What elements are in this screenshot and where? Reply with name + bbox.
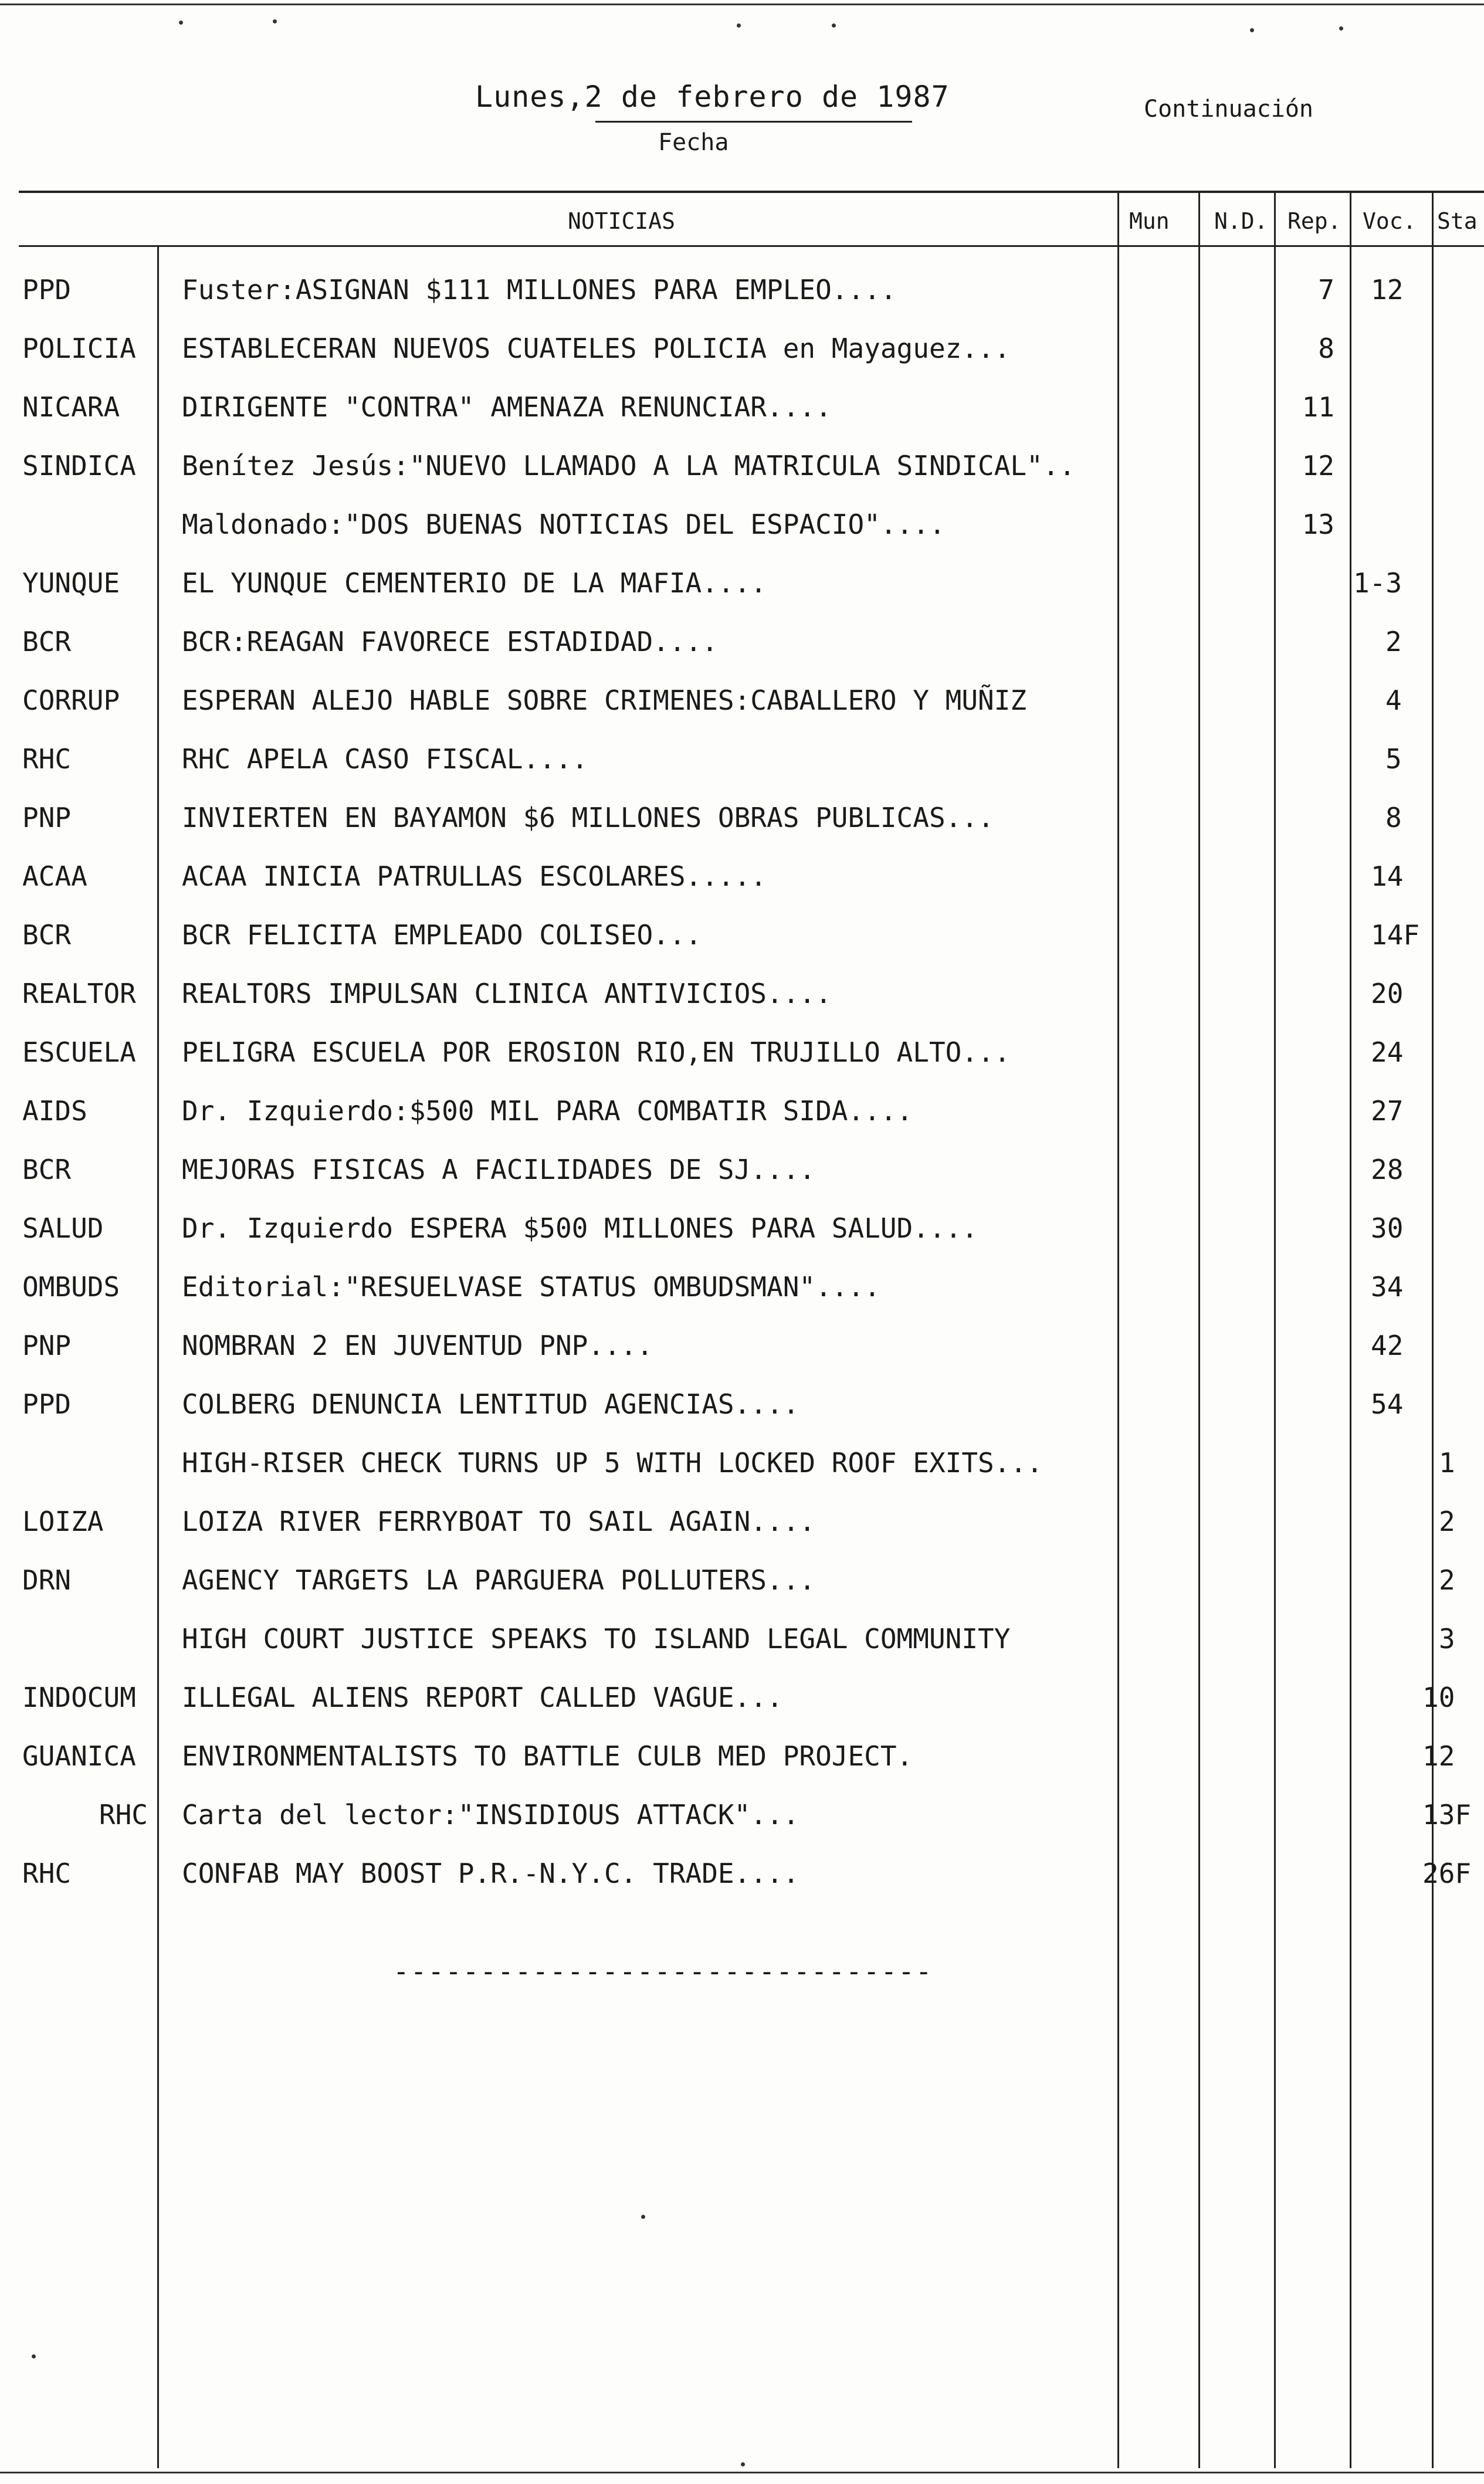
voc-page: 5 [1385,743,1402,775]
table-row [0,1141,1484,1199]
headline: Benítez Jesús:"NUEVO LLAMADO A LA MATRICULA SINDICAL".. [182,450,1076,482]
section-code: ACAA [22,860,87,892]
headline: CONFAB MAY BOOST P.R.-N.Y.C. TRADE.... [182,1858,799,1889]
headline: Dr. Izquierdo:$500 MIL PARA COMBATIR SIDA.... [182,1095,913,1127]
headline: REALTORS IMPULSAN CLINICA ANTIVICIOS.... [182,978,832,1009]
section-code: ESCUELA [22,1036,136,1068]
table-row [0,1610,1484,1669]
table-row [0,848,1484,906]
column-header-voc: Voc. [1363,208,1417,234]
headline: Maldonado:"DOS BUENAS NOTICIAS DEL ESPACIO".... [182,509,946,540]
section-code: PPD [22,1388,72,1420]
table-row [0,1845,1484,1903]
date-underline [595,121,912,123]
scan-speck [273,19,277,23]
table-row [0,1434,1484,1493]
table-row [0,1669,1484,1727]
headline: Editorial:"RESUELVASE STATUS OMBUDSMAN".... [182,1271,880,1303]
table-header-border [19,245,1484,247]
table-row [0,261,1484,320]
table-row [0,437,1484,496]
table-row [0,1082,1484,1141]
sta-page: 10 [1422,1682,1455,1713]
sta-page: 2 [1439,1564,1455,1596]
section-code: PPD [22,274,72,306]
table-row [0,965,1484,1024]
scan-speck [1339,26,1343,31]
scan-speck [737,23,741,28]
headline: DIRIGENTE "CONTRA" AMENAZA RENUNCIAR.... [182,391,832,423]
voc-page: 27 [1371,1095,1404,1127]
voc-page: 14 [1371,860,1404,892]
section-code: YUNQUE [22,567,120,599]
section-code: CORRUP [22,684,120,716]
table-row [0,1317,1484,1375]
sta-page: 2 [1439,1506,1455,1537]
voc-page: 14F [1371,919,1420,951]
report-date: Lunes,2 de febrero de 1987 [475,80,950,114]
voc-page: 1-3 [1353,567,1402,599]
headline: ESPERAN ALEJO HABLE SOBRE CRIMENES:CABALLERO Y MUÑIZ [182,684,1027,716]
voc-page: 30 [1371,1212,1404,1244]
headline: ACAA INICIA PATRULLAS ESCOLARES..... [182,860,767,892]
headline: COLBERG DENUNCIA LENTITUD AGENCIAS.... [182,1388,799,1420]
table-row [0,320,1484,378]
headline: LOIZA RIVER FERRYBOAT TO SAIL AGAIN.... [182,1506,816,1537]
section-code: RHC [22,743,72,775]
table-row [0,789,1484,848]
section-code: BCR [22,919,72,951]
table-row [0,496,1484,554]
section-code: INDOCUM [22,1682,136,1713]
top-page-rule [0,4,1484,5]
section-code: BCR [22,626,72,658]
voc-page: 24 [1371,1036,1404,1068]
column-header-rep: Rep. [1288,208,1341,234]
headline: INVIERTEN EN BAYAMON $6 MILLONES OBRAS PUBLICAS... [182,802,994,833]
date-caption: Fecha [658,129,729,156]
voc-page: 20 [1371,978,1404,1009]
headline: HIGH-RISER CHECK TURNS UP 5 WITH LOCKED ROOF EXITS... [182,1447,1043,1479]
scan-speck [641,2215,645,2219]
sta-page: 1 [1439,1447,1455,1479]
headline: BCR:REAGAN FAVORECE ESTADIDAD.... [182,626,718,658]
section-code: RHC [99,1799,148,1831]
table-row [0,1727,1484,1786]
section-code: SINDICA [22,450,136,482]
sta-page: 26F [1422,1858,1472,1889]
section-code: PNP [22,802,72,833]
voc-page: 4 [1385,684,1402,716]
section-code: NICARA [22,391,120,423]
voc-page: 2 [1385,626,1402,658]
table-row [0,672,1484,730]
table-row [0,554,1484,613]
scan-speck [1250,28,1254,32]
headline: HIGH COURT JUSTICE SPEAKS TO ISLAND LEGAL COMMUNITY [182,1623,1011,1655]
section-code: SALUD [22,1212,104,1244]
sta-page: 3 [1439,1623,1455,1655]
headline: BCR FELICITA EMPLEADO COLISEO... [182,919,702,951]
headline: ESTABLECERAN NUEVOS CUATELES POLICIA en Mayaguez... [182,333,1011,364]
scan-speck [32,2354,36,2358]
voc-page: 12 [1371,274,1404,306]
table-row [0,1786,1484,1845]
rep-page: 13 [1302,509,1334,540]
table-row [0,613,1484,672]
column-header-mun: Mun [1129,208,1170,234]
table-row [0,730,1484,789]
table-row [0,378,1484,437]
scan-speck [832,23,836,28]
voc-page: 34 [1371,1271,1404,1303]
table-row [0,1258,1484,1317]
section-code: DRN [22,1564,72,1596]
continuation-label: Continuación [1144,96,1313,123]
rep-page: 12 [1302,450,1334,482]
column-header-noticias: NOTICIAS [568,208,676,234]
sta-page: 13F [1422,1799,1472,1831]
table-row [0,1493,1484,1551]
section-code: AIDS [22,1095,87,1127]
table-row [0,906,1484,965]
table-row [0,1199,1484,1258]
rep-page: 8 [1318,333,1334,364]
headline: RHC APELA CASO FISCAL.... [182,743,588,775]
headline: Carta del lector:"INSIDIOUS ATTACK"... [182,1799,799,1831]
section-code: LOIZA [22,1506,104,1537]
table-row [0,1024,1484,1082]
headline: ENVIRONMENTALISTS TO BATTLE CULB MED PROJECT. [182,1740,913,1772]
section-code: POLICIA [22,333,136,364]
voc-page: 54 [1371,1388,1404,1420]
headline: EL YUNQUE CEMENTERIO DE LA MAFIA.... [182,567,767,599]
headline: Fuster:ASIGNAN $111 MILLONES PARA EMPLEO.... [182,274,897,306]
rep-page: 7 [1318,274,1334,306]
headline: PELIGRA ESCUELA POR EROSION RIO,EN TRUJILLO ALTO... [182,1036,1011,1068]
bottom-page-rule [0,2472,1484,2473]
section-code: BCR [22,1154,72,1185]
section-code: PNP [22,1330,72,1361]
scan-speck [741,2462,745,2466]
section-code: GUANICA [22,1740,136,1772]
section-code: RHC [22,1858,72,1889]
section-code: OMBUDS [22,1271,120,1303]
table-row [0,1551,1484,1610]
sta-page: 12 [1422,1740,1455,1772]
voc-page: 42 [1371,1330,1404,1361]
scan-speck [179,21,183,25]
column-header-sta: Sta [1437,208,1478,234]
voc-page: 8 [1385,802,1402,833]
column-header-nd: N.D. [1214,208,1268,234]
headline: ILLEGAL ALIENS REPORT CALLED VAGUE... [182,1682,783,1713]
headline: NOMBRAN 2 EN JUVENTUD PNP.... [182,1330,653,1361]
voc-page: 28 [1371,1154,1404,1185]
rep-page: 11 [1302,391,1334,423]
headline: AGENCY TARGETS LA PARGUERA POLLUTERS... [182,1564,816,1596]
section-code: REALTOR [22,978,136,1009]
table-top-border [19,191,1484,193]
table-row [0,1375,1484,1434]
end-of-list-rule: ------------------------------- [393,1956,933,1987]
headline: MEJORAS FISICAS A FACILIDADES DE SJ.... [182,1154,816,1185]
headline: Dr. Izquierdo ESPERA $500 MILLONES PARA SALUD.... [182,1212,978,1244]
